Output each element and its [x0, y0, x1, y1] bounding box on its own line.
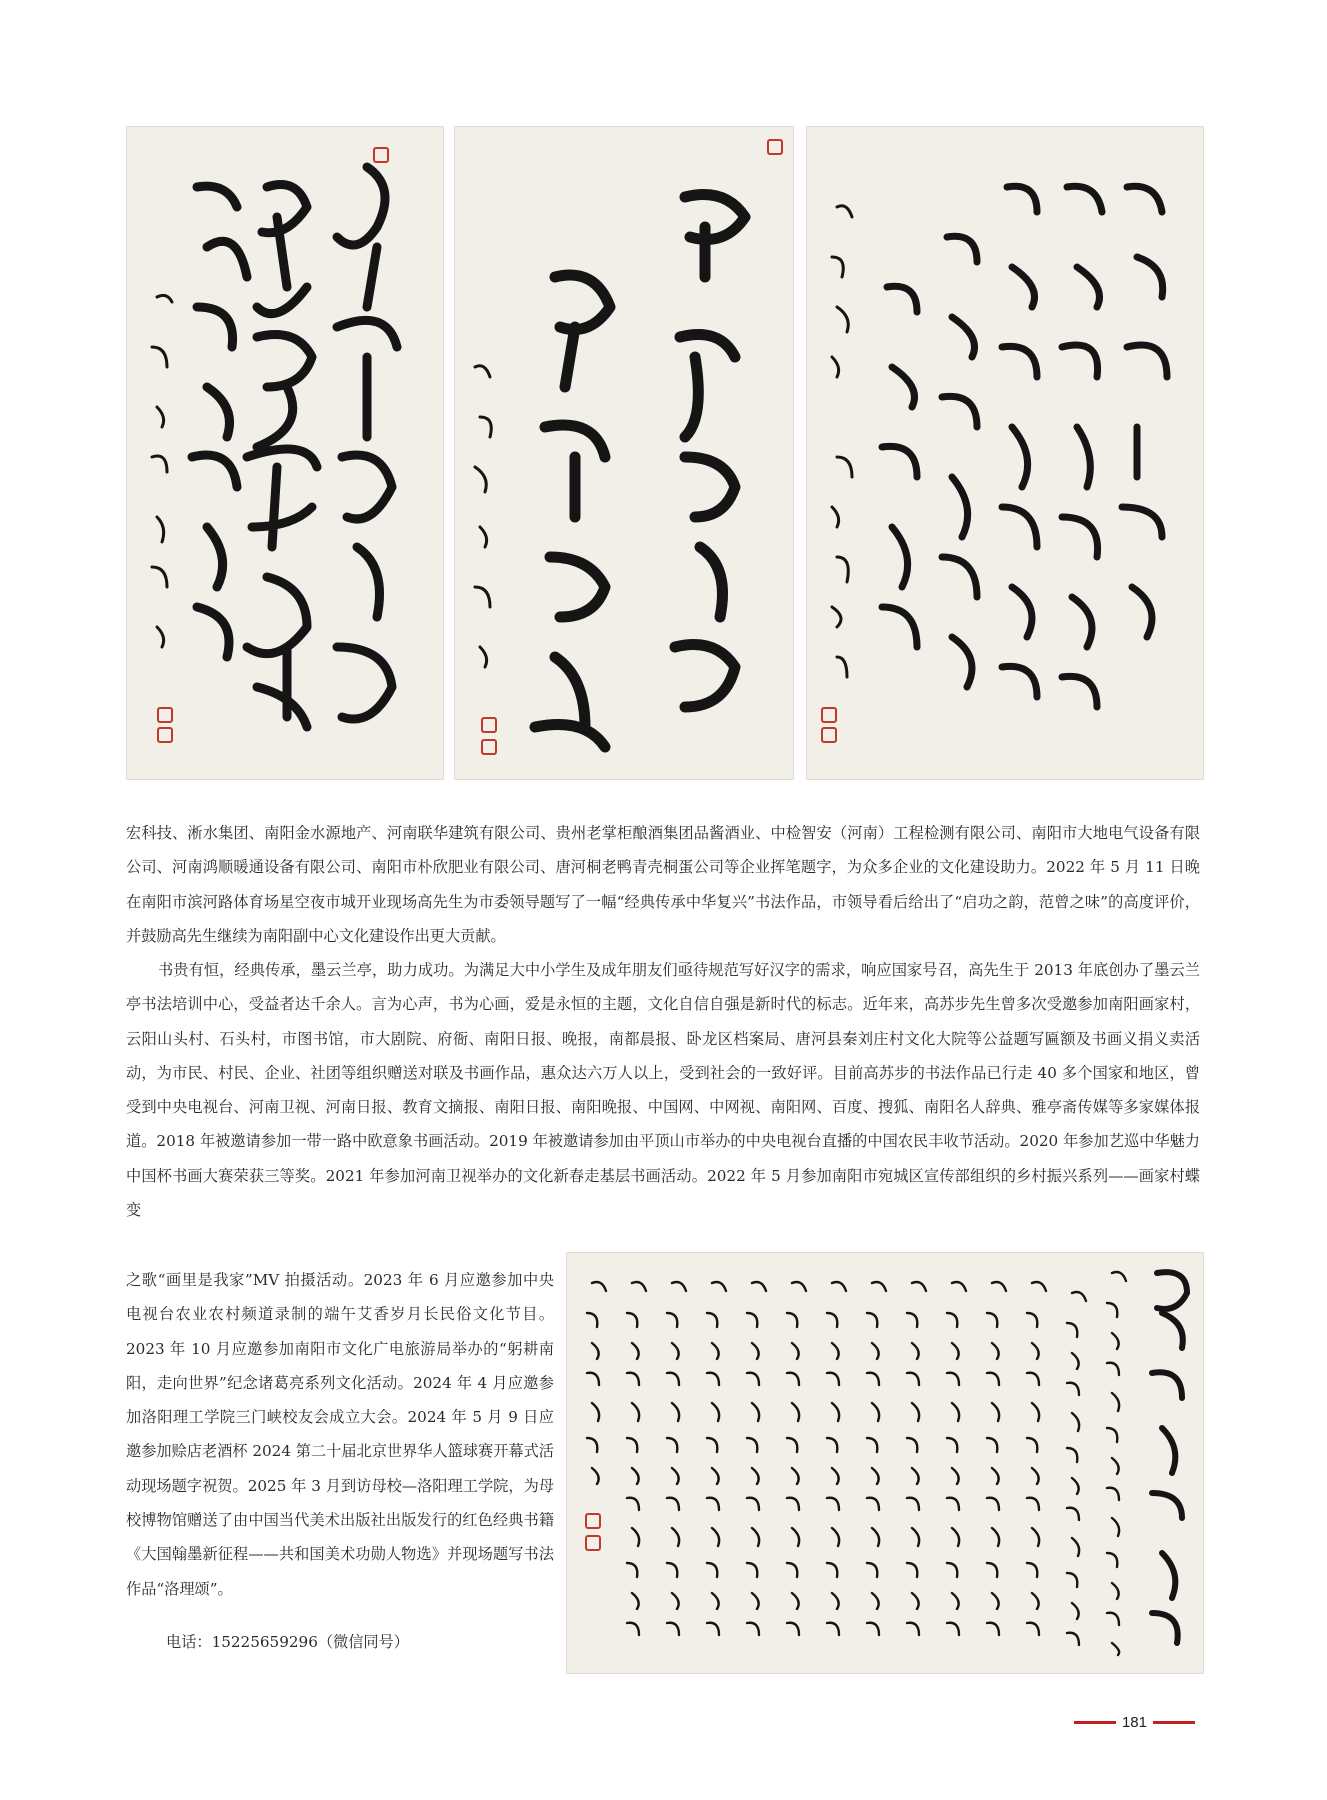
- article-paragraph-3: 之歌“画里是我家”MV 拍摄活动。2023 年 6 月应邀参加中央电视台农业农村频道录制的端午艾香岁月长民俗文化节目。2023 年 10 月应邀参加南阳市文化广电旅游局举办的“躬耕南阳，走向世界”纪念诸葛亮系列文化活动。2024 年 4 月应邀参加洛阳理工学院三门峡校友会成立大会。2024 年 5 月 9 日应邀参加赊店老酒杯 2024 第二十届北京世界华人篮球赛开幕式活动现场题字祝贺。2025 年 3 月到访母校—洛阳理工学院，为母校博物馆赠送了由中国当代美术出版社出版发行的红色经典书籍《大国翰墨新征程——共和国美术功勋人物选》并现场题写书法作品“洛理颂”。: [126, 1271, 554, 1598]
- seal-stamp: [157, 727, 173, 743]
- calligraphy-artwork-1: [126, 126, 444, 780]
- seal-stamp: [481, 717, 497, 733]
- page-number-text: 181: [1121, 1714, 1147, 1731]
- calligraphy-strokes-2: [455, 127, 793, 779]
- seal-stamp: [157, 707, 173, 723]
- seal-stamp: [767, 139, 783, 155]
- calligraphy-artwork-4: [566, 1252, 1204, 1674]
- seal-stamp: [373, 147, 389, 163]
- seal-stamp: [585, 1513, 601, 1529]
- article-paragraph-2: 书贵有恒，经典传承，墨云兰亭，助力成功。为满足大中小学生及成年朋友们亟待规范写好汉字的需求，响应国家号召，高先生于 2013 年底创办了墨云兰亭书法培训中心，受益者达千余人。言为心声，书为心画，爱是永恒的主题，文化自信自强是新时代的标志。近年来，高苏步先生曾多次受邀参加南阳画家村，云阳山头村、石头村，市图书馆，市大剧院、府衙、南阳日报、晚报，南都晨报、卧龙区档案局、唐河县秦刘庄村文化大院等公益题写匾额及书画义捐义卖活动，为市民、村民、企业、社团等组织赠送对联及书画作品，惠众达六万人以上，受到社会的一致好评。目前高苏步的书法作品已行走 40 多个国家和地区，曾受到中央电视台、河南卫视、河南日报、教育文摘报、南阳日报、南阳晚报、中国网、中网视、南阳网、百度、搜狐、南阳名人辞典、雅亭斋传媒等多家媒体报道。2018 年被邀请参加一带一路中欧意象书画活动。2019 年被邀请参加由平顶山市举办的中央电视台直播的中国农民丰收节活动。2020 年参加艺巡中华魅力中国杯书画大赛荣获三等奖。2021 年参加河南卫视举办的文化新春走基层书画活动。2022 年 5 月参加南阳市宛城区宣传部组织的乡村振兴系列——画家村蝶变: [126, 961, 1200, 1220]
- seal-stamp: [585, 1535, 601, 1551]
- seal-stamp: [821, 707, 837, 723]
- seal-stamp: [821, 727, 837, 743]
- calligraphy-strokes-4: [567, 1253, 1203, 1673]
- page-number-rule-left: [1074, 1721, 1116, 1724]
- contact-phone: 电话：15225659296（微信同号）: [166, 1633, 409, 1651]
- calligraphy-strokes-1: [127, 127, 443, 779]
- calligraphy-artwork-2: [454, 126, 794, 780]
- calligraphy-artwork-3: [806, 126, 1204, 780]
- calligraphy-strokes-3: [807, 127, 1203, 779]
- article-paragraph-1: 宏科技、淅水集团、南阳金水源地产、河南联华建筑有限公司、贵州老掌柜酿酒集团品酱酒业、中检智安（河南）工程检测有限公司、南阳市大地电气设备有限公司、河南鸿顺暖通设备有限公司、南阳市朴欣肥业有限公司、唐河桐老鸭青壳桐蛋公司等企业挥笔题字，为众多企业的文化建设助力。2022 年 5 月 11 日晚在南阳市滨河路体育场星空夜市城开业现场高先生为市委领导题写了一幅“经典传承中华复兴”书法作品，市领导看后给出了“启功之韵，范曾之味”的高度评价，并鼓励高先生继续为南阳副中心文化建设作出更大贡献。: [126, 824, 1200, 945]
- page-number: [1074, 1714, 1195, 1731]
- seal-stamp: [481, 739, 497, 755]
- page-number-rule-right: [1153, 1721, 1195, 1724]
